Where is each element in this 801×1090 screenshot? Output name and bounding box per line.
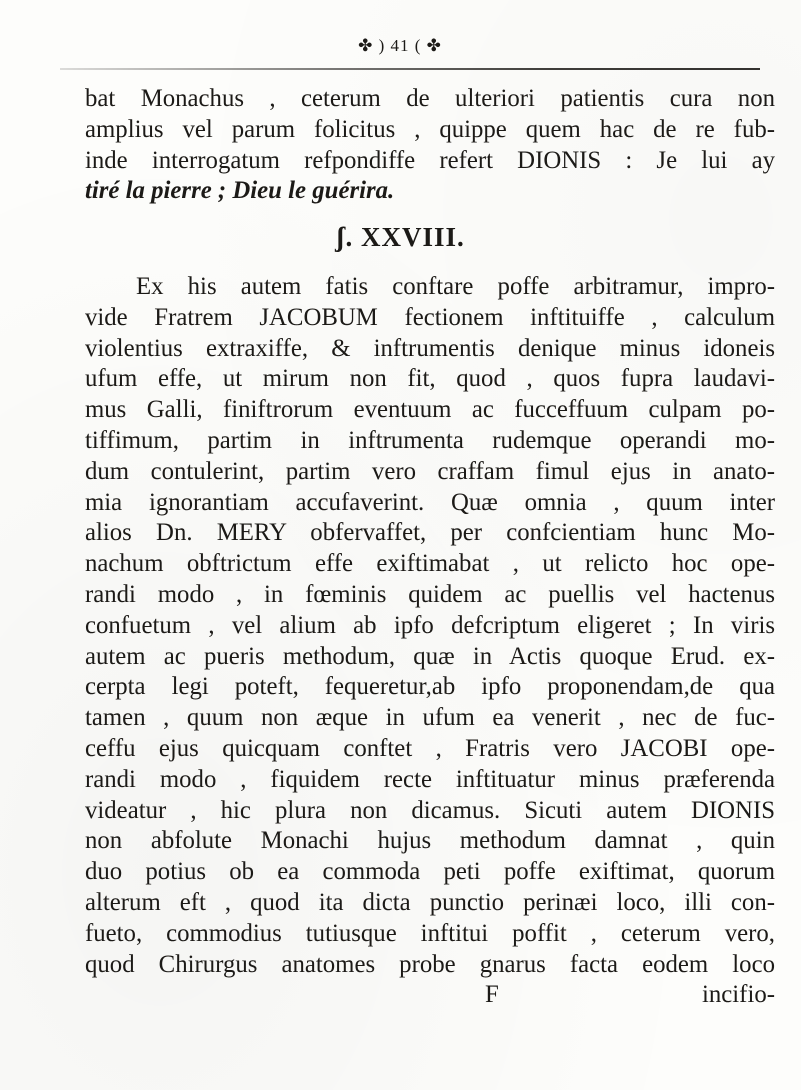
- text-line: tamen , quum non æque in ufum ea venerit , nec de fuc-: [85, 704, 775, 732]
- paragraph-1: [85, 84, 775, 207]
- text-line: violentius extraxiffe, & inftrumentis denique minus idoneis: [85, 334, 775, 362]
- text-line: quod Chirurgus anatomes probe gnarus facta eodem loco: [85, 950, 775, 978]
- text-line: alios Dn. MERY obfervaffet, per confcientiam hunc Mo-: [85, 519, 775, 547]
- text-line: mia ignorantiam accufaverint. Quæ omnia , quum inter: [85, 488, 775, 516]
- text-line: autem ac pueris methodum, quæ in Actis quoque Erud. ex-: [85, 642, 775, 670]
- text-line: vide Fratrem JACOBUM fectionem inftituiffe , calculum: [85, 303, 775, 331]
- text-line: ufum effe, ut mirum non fit, quod , quos fupra laudavi-: [85, 365, 775, 393]
- paragraph-2: [85, 272, 775, 1011]
- text-line: confuetum , vel alium ab ipfo defcriptum eligeret ; In viris: [85, 611, 775, 639]
- text-line: inde interrogatum refpondiffe refert DIONIS : Je lui ay: [85, 146, 775, 174]
- text-line: randi modo , fiquidem recte inftituatur minus præferenda: [85, 765, 775, 793]
- text-line: cerpta legi poteft, fequeretur,ab ipfo proponendam,de qua: [85, 673, 775, 701]
- text-line: dum contulerint, partim vero craffam fimul ejus in anato-: [85, 457, 775, 485]
- page-footer: [85, 980, 775, 1011]
- text-line: videatur , hic plura non dicamus. Sicuti autem DIONIS: [85, 796, 775, 824]
- page-number: ✤ ) 41 ( ✤: [358, 36, 442, 55]
- text-line: mus Galli, finiftrorum eventuum ac fucceffuum culpam po-: [85, 396, 775, 424]
- header-rule: [60, 68, 760, 70]
- running-header: [300, 36, 500, 56]
- catchword: incifio-: [702, 981, 775, 1009]
- text-line: duo potius ob ea commoda peti poffe exiftimat, quorum: [85, 858, 775, 886]
- section-heading: ʃ. XXVIII.: [336, 222, 465, 252]
- text-line: tiffimum, partim in inftrumenta rudemque operandi mo-: [85, 426, 775, 454]
- text-line: bat Monachus , ceterum de ulteriori patientis cura non: [85, 85, 775, 112]
- text-line: nachum obftrictum effe exiftimabat , ut relicto hoc ope-: [85, 550, 775, 578]
- text-line: amplius vel parum folicitus , quippe quem hac de re fub-: [85, 115, 775, 143]
- text-line: ceffu ejus quicquam conftet , Fratris vero JACOBI ope-: [85, 734, 775, 762]
- signature-mark: F: [485, 981, 499, 1009]
- text-line: alterum eft , quod ita dicta punctio perinæi loco, illi con-: [85, 888, 775, 916]
- text-line: fueto, commodius tutiusque inftitui poffit , ceterum vero,: [85, 919, 775, 947]
- text-line-italic-quote: tiré la pierre ; Dieu le guérira.: [85, 177, 395, 205]
- text-line: non abfolute Monachi hujus methodum damnat , quin: [85, 827, 775, 855]
- text-line: randi modo , in fœminis quidem ac puellis vel hactenus: [85, 580, 775, 608]
- text-line: Ex his autem fatis conftare poffe arbitramur, impro-: [136, 273, 775, 300]
